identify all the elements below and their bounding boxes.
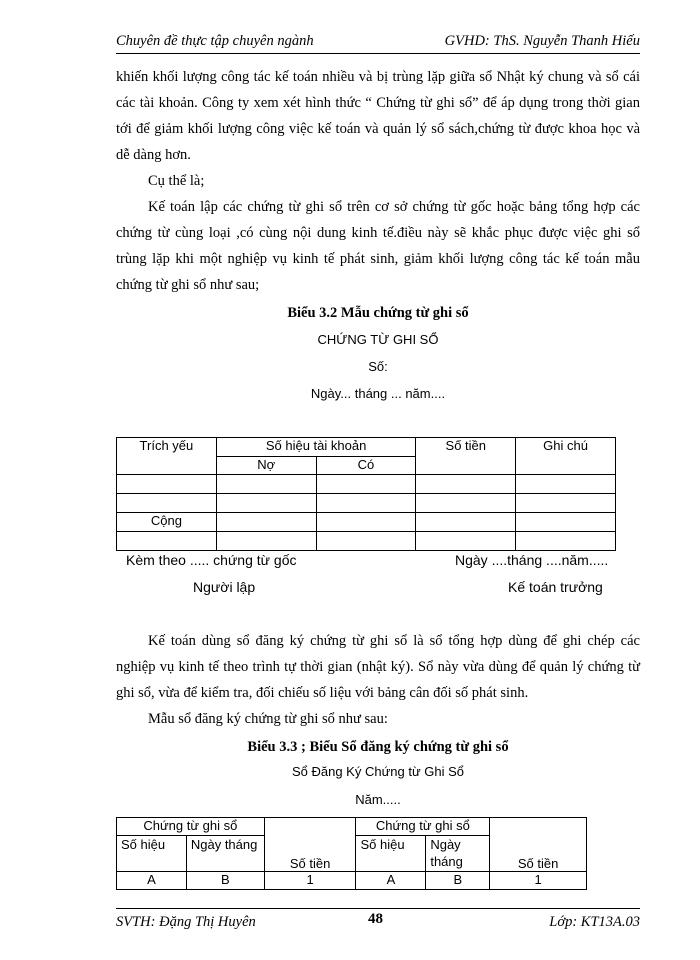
footer-class: Lớp: KT13A.03 bbox=[549, 914, 640, 930]
paragraph-2: Cụ thể là; bbox=[148, 173, 205, 189]
code-cell: B bbox=[426, 872, 490, 890]
col-no: Nợ bbox=[216, 457, 316, 475]
table-row bbox=[117, 494, 616, 513]
header-left: Chuyên đề thực tập chuyên ngành bbox=[116, 33, 314, 49]
form1-title: CHỨNG TỪ GHI SỔ bbox=[317, 332, 439, 347]
form2-caption: Biểu 3.3 ; Biểu Sổ đăng ký chứng từ ghi sổ bbox=[247, 739, 509, 755]
code-cell: A bbox=[117, 872, 187, 890]
ctgs-header-2: Chứng từ ghi sổ bbox=[356, 818, 490, 836]
so-tien-header-1: Số tiền bbox=[264, 818, 356, 872]
paragraph-4: Kế toán dùng sổ đăng ký chứng từ ghi sổ là sổ tổng hợp dùng để ghi chép các nghiệp vụ kinh tế theo trình tự thời gian (nhật ký). Sổ này vừa dùng để quản lý chứng từ ghi sổ, vừa để kiểm tra, đối chiếu số liệu với bảng cân đối số phát sinh. bbox=[116, 633, 640, 701]
col-trich-yeu: Trích yếu bbox=[117, 438, 217, 475]
ngay-thang-header-2: Ngày tháng bbox=[426, 836, 490, 872]
form2-year: Năm..... bbox=[355, 792, 401, 807]
code-cell: 1 bbox=[264, 872, 356, 890]
form1-number: Số: bbox=[368, 359, 388, 374]
paragraph-5: Mẫu sổ đăng ký chứng từ ghi sổ như sau: bbox=[148, 711, 388, 727]
paragraph-3: Kế toán lập các chứng từ ghi sổ trên cơ sở chứng từ gốc hoặc bảng tổng hợp các chứng từ cùng loại ,có cùng nội dung kinh tế.điều này sẽ khắc phục được việc ghi sổ trùng lặp khi một nghiệp vụ kinh tế phát sinh, giảm khối lượng công tác kế toán mẫu chứng từ ghi sổ như sau; bbox=[116, 199, 640, 293]
col-co: Có bbox=[316, 457, 416, 475]
footer-student: SVTH: Đặng Thị Huyên bbox=[116, 914, 256, 930]
ngay-thang-header-1: Ngày tháng bbox=[186, 836, 264, 872]
so-hieu-header-1: Số hiệu bbox=[117, 836, 187, 872]
col-ghi-chu: Ghi chú bbox=[516, 438, 616, 475]
page-header bbox=[116, 31, 640, 54]
preparer-label: Người lập bbox=[193, 579, 256, 595]
code-cell: A bbox=[356, 872, 426, 890]
table-row bbox=[117, 532, 616, 551]
code-cell: B bbox=[186, 872, 264, 890]
total-label: Cộng bbox=[117, 513, 217, 532]
paragraph-1: khiến khối lượng công tác kế toán nhiều và bị trùng lặp giữa sổ Nhật ký chung và sổ cái các tài khoản. Công ty xem xét hình thức “ Chứng từ ghi sổ” để áp dụng trong thời gian tới để giảm khối lượng công việc kế toán và quản lý sổ sách,chứng từ được khoa học và dễ dàng hơn. bbox=[116, 69, 640, 163]
table-row bbox=[117, 475, 616, 494]
form1-date: Ngày... tháng ... năm.... bbox=[310, 386, 446, 401]
date-line: Ngày ....tháng ....năm..... bbox=[455, 552, 609, 568]
code-cell: 1 bbox=[490, 872, 587, 890]
col-so-hieu-tk: Số hiệu tài khoản bbox=[216, 438, 416, 457]
form1-caption: Biểu 3.2 Mẫu chứng từ ghi sổ bbox=[287, 305, 469, 321]
so-tien-header-2: Số tiền bbox=[490, 818, 587, 872]
chief-accountant-label: Kế toán trưởng bbox=[508, 579, 603, 595]
page-number: 48 bbox=[368, 911, 383, 927]
voucher-table bbox=[116, 437, 616, 551]
page-footer bbox=[116, 908, 640, 935]
header-right: GVHD: ThS. Nguyễn Thanh Hiếu bbox=[444, 33, 640, 49]
so-hieu-header-2: Số hiệu bbox=[356, 836, 426, 872]
register-table bbox=[116, 817, 587, 890]
total-row bbox=[117, 513, 616, 532]
code-row bbox=[117, 872, 587, 890]
col-so-tien: Số tiền bbox=[416, 438, 516, 475]
form2-title: Sổ Đăng Ký Chứng từ Ghi Sổ bbox=[291, 764, 465, 779]
ctgs-header-1: Chứng từ ghi sổ bbox=[117, 818, 265, 836]
attached-docs: Kèm theo ..... chứng từ gốc bbox=[126, 552, 297, 568]
